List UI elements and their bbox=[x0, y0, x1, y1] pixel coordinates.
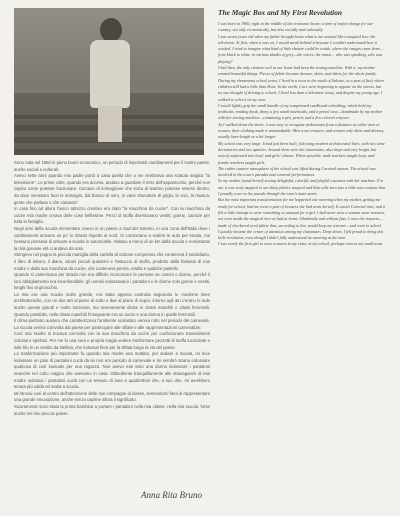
english-paragraph: I would lightly grip the small handle of my compressed cardboard schoolbag, which held my textbooks, reading book, diary, a few small notebooks, and a pencil case—handmade by my mother with her sewing machine—containing a pen, pencil, and a few colored crayons. bbox=[218, 102, 383, 121]
english-paragraph: But the most important transformation for me happened one morning when my mother, getting me ready for school, had me wear a pair of trousers she had sewn herself. It wasn't Carnival time, and it felt a little strange to wear something so unusual for a girl. I had never seen a woman wear trousers, not even inside the magical box we had at home. Obediently and without fuss, I wore the trousers—made of checkered wool fabric that, according to her, would keep me warmer—and went to school. bbox=[218, 197, 386, 228]
left-column bbox=[14, 8, 210, 508]
english-paragraph: I was born in 1960, right in the middle of the economic boom; a time of major change for our country, not only economically, but also socially and culturally. bbox=[218, 21, 374, 33]
italian-paragraph: Negli anni della scuola elementare vivevo in un paese a Sud del Salento, in una zona dell'Italia dove i cambiamenti arrivano un po' in ritardo rispetto al nord. Si cominciano a vedere le auto per strada, ma nessuno pensava di arrivare a scuola in automobile. Abitavo a meno di un km dalla scuola e nonostante la mia giovane età ci andavo da sola. bbox=[14, 225, 210, 251]
english-paragraph: I was surely the first girl to wear trousers in my class, in my school, perhaps even in my small town. bbox=[218, 241, 384, 247]
english-paragraph: The rather austere atmosphere of the school was lifted during Carnival season. The school was involved in the town's parades and carnival performances. bbox=[218, 165, 376, 178]
italian-paragraph: Sicuramente sono stata la prima bambina a portare i pantaloni nella mia classe, nella mia scuola, forse anche nel mio piccolo paese. bbox=[14, 403, 210, 416]
italian-paragraph: La trasformazione più importante fu quando mia madre una mattina, per andare a scuola, mi fece indossare un paio di pantaloni cuciti da lei non era periodo di carnevale e mi sembrò strano indossare qualcosa di così inusuale per una ragazza. Non avevo mai visto una donna indossare i pantaloni neanche nel cubo magico che avevamo in casa. Obbediente tranquillamente alle stravaganze di mia madre indossai i pantaloni cuciti con un tessuto di lana a quadrettoni che, a suo dire, mi avrebbero tenuta più calda ed andai a scuola. bbox=[14, 351, 210, 390]
girl-figure bbox=[84, 18, 136, 150]
italian-paragraph: Quando si camminava per strada non era difficile riconoscere le persone se uomini o donne, perché il loro abbigliamento era inconfondibile: gli uomini indossavano i pantaloni e le donne solo gonne e vestiti, lunghi fino al ginocchio. bbox=[14, 272, 210, 291]
english-paragraph: I was seven years old when my father brought home what to me seemed like a magical box: the television. At first, when it was on, I would sneak behind it because I couldn't understand how it worked. I tried to imagine what kind of little theater could be inside, where the images came from—from black to white, in various shades of grey—the voices, the music... who was speaking, who was playing? bbox=[218, 33, 384, 64]
italian-paragraph: La mia era una scuola molto grande, era stata appena costruita seguendo le moderne linee architettoniche, con un due atri al piano di sotto e due al piano di sopra, intorno agli atri c'erano le aule anche queste grandi e molto luminose, ma severamente divise in classi maschili e classi femminili. Quando possibile, nelle classi maschili l'insegnante era un uomo e una donna in quelle femminili. bbox=[14, 291, 210, 317]
italian-paragraph: Il clima piuttosto austero che caratterizzava l'ambiente scolastico veniva rotto nel periodo del carnevale. La scuola veniva coinvolta dal paese per partecipare alle sfilate e alle rappresentazioni carnevalizie. bbox=[14, 318, 210, 330]
english-text bbox=[218, 21, 386, 248]
story-title: The Magic Box and My First Revolution bbox=[218, 8, 343, 17]
english-paragraph: So my mother found herself sewing delightful, colorful, and playful costumes with her machine. For me, it was truly magical to see shiny fabrics unspool and blue tulle turn into a little star costume that I proudly wore in the parade through the town's main street. bbox=[218, 178, 386, 197]
italian-paragraph: Avevo sette anni quando mio padre portò a casa quella che a me sembrava una scatola magica "la televisione". Le prime volte, quando era accesa, andavo a guardare il retro dell'apparecchio, perché non capivo come potesse funzionare. Cercavo di immaginare che sorta di teatrino potesse esserci dentro, da dove venissero fuori le immagini, dal bianco al nero, in varie sfumature di grigio, le voci, la musica, gente che parlava o che cantava? bbox=[14, 173, 210, 205]
italian-text bbox=[14, 160, 210, 417]
italian-paragraph: Così mia madre si trovava coinvolta con la sua macchina da cucire per confezionare travestimenti colorati e spiritosi. Per me fu una vera e propria magia vedere trasformare pezzetti di stoffa luccicante e tulle blu in un vestito da stellina, che indossai fiera per la sfilata lungo la via del paese. bbox=[14, 331, 210, 350]
right-column bbox=[218, 8, 386, 248]
english-paragraph: My school was very large. It had just been built, following modern architectural lines, with two wine dormitories and two upstairs. Around them were the classrooms, also large and very bright, but strictly separated into boys' and girls' classes. Where possible, male teachers taught boys, and female teachers taught girls. bbox=[218, 140, 385, 165]
english-paragraph: During my elementary school years, I lived in a town in the south of Salento, in a part of Italy where children still had a little Stan Hour. In the north, Cars were beginning to appear on the streets, but no one thought of driving to school. I lived less than a kilometer away, and despite my young age, I walked to school on my own. bbox=[218, 77, 385, 102]
childhood-photo bbox=[14, 8, 204, 155]
english-paragraph: As I walked down the street, it was easy to recognize pedestrians from a distance as either men or women, their clothing made it unmistakable. Men wore trousers, and women only skirts and dresses, usually knee-length or a bit longer. bbox=[218, 121, 385, 140]
english-paragraph: Until then, the only creative tool in our home had been the sewing machine. With it, my mother created beautiful things. Pieces of fabric became dresses, skirts, and shirts for the whole family. bbox=[218, 65, 377, 77]
author-signature: Anna Rita Bruno bbox=[141, 490, 202, 500]
english-paragraph: I quickly became the center of attention among my classmates. Deep down, I felt proud to bring this little revolution, even though I didn't fully understand its meaning at the time. bbox=[218, 228, 384, 241]
italian-paragraph: In casa fino ad allora l'unico attrezzo creativo era stato "la macchina da cucire". Con la macchina da cucire mia madre creava delle cose bellissime. Pezzi di stoffa diventavano vestiti, gonne, camicie per tutta la famiglia. bbox=[14, 206, 210, 225]
italian-paragraph: Sono nata nel 1960 in pieno boom economico, un periodo di importanti cambiamenti per il nostro paese, anche sociali e culturali. bbox=[14, 160, 210, 172]
italian-paragraph: Mi ritrovai così al centro dell'attenzione delle mie compagne di classe, sentendomi fiera di rappresentare una grande innovazione, anche senza capirne allora il significato. bbox=[14, 390, 210, 403]
italian-paragraph: Stringevo nel pugno la piccola maniglia della cartella di cartone compresso che conteneva il sussidiario, il libro di lettura, il diario, alcuni piccoli quaderni e l'astuccio di stoffa, prodotto dalla fantasia di mia madre e dalla sua macchina da cucire, che conteneva penna, matita e qualche pastello. bbox=[14, 252, 210, 271]
